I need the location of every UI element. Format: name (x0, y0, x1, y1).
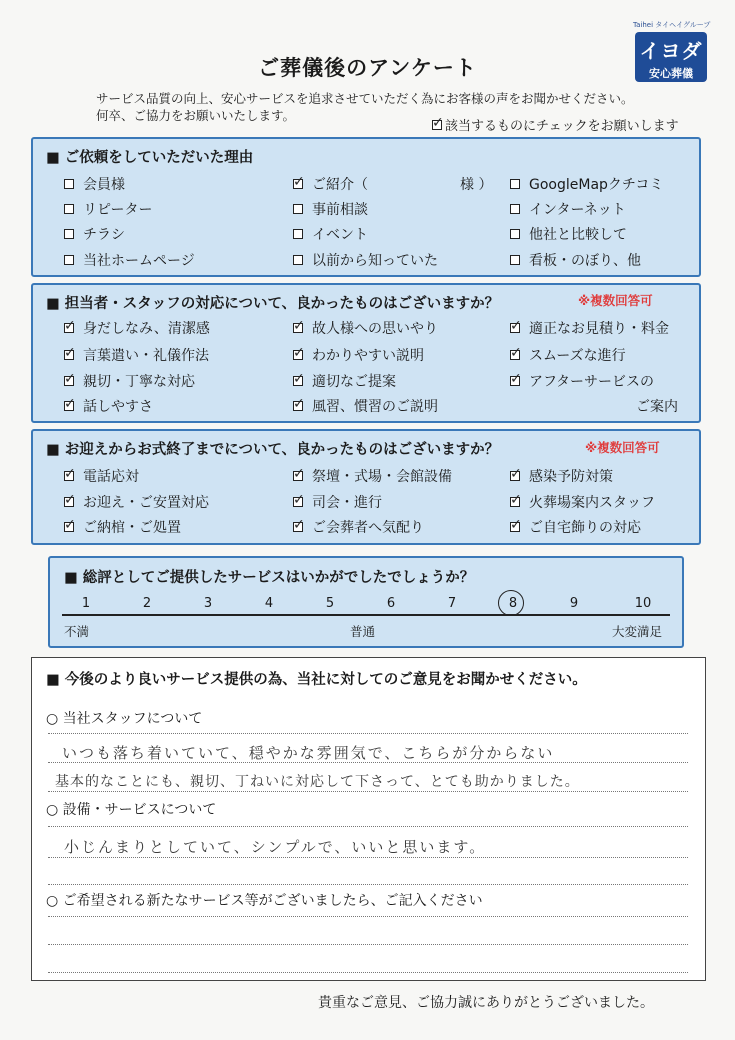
rating-scale-line (62, 614, 670, 616)
checkbox-checked[interactable] (64, 522, 74, 532)
section-staff-heading: ■ 担当者・スタッフの対応について、良かったものはございますか？ (46, 296, 500, 312)
comments-box (31, 657, 706, 981)
option-home-decor[interactable] (510, 517, 641, 537)
option-easy-talk[interactable] (64, 396, 153, 416)
option-label: 電話応対 (83, 469, 139, 485)
option-clear-explanation[interactable] (293, 345, 424, 365)
option-label: 適正なお見積り・料金 (529, 321, 669, 337)
option-label: ご紹介（ (312, 177, 368, 193)
answer-staff-line-1[interactable]: いつも落ち着いていて、穏やかな雰囲気で、こちらが分からない (62, 744, 555, 762)
rating-1[interactable]: 1 (81, 596, 91, 611)
checkbox-checked[interactable] (510, 522, 520, 532)
rating-4[interactable]: 4 (264, 596, 274, 611)
option-altar[interactable] (293, 466, 452, 486)
check-sample-icon (432, 120, 442, 130)
section-reason-heading: ■ ご依頼をしていただいた理由 (46, 150, 254, 166)
answer-line (48, 972, 688, 973)
option-after-service-tail: ご案内 (636, 399, 678, 415)
option-kind-response[interactable] (64, 371, 195, 391)
checkbox-checked[interactable] (64, 401, 74, 411)
option-label: イベント (312, 227, 368, 243)
option-label: ご自宅飾りの対応 (529, 520, 641, 536)
option-label: 適切なご提案 (312, 374, 396, 390)
answer-line (48, 916, 688, 917)
checkbox[interactable] (510, 204, 520, 214)
option-grooming[interactable] (64, 318, 210, 338)
option-label: 話しやすさ (83, 399, 153, 415)
rating-label-low: 不満 (64, 624, 90, 639)
checkbox[interactable] (510, 229, 520, 239)
checkbox[interactable] (64, 229, 74, 239)
answer-line (48, 884, 688, 885)
option-signboard[interactable] (510, 250, 641, 270)
option-infection[interactable] (510, 466, 613, 486)
checkbox-checked[interactable] (510, 376, 520, 386)
option-label: 言葉遣い・礼儀作法 (83, 348, 209, 364)
answer-line (48, 944, 688, 945)
rating-label-high: 大変満足 (612, 624, 663, 639)
checkbox-checked[interactable] (510, 497, 520, 507)
checkbox-checked[interactable] (293, 179, 303, 189)
answer-line (48, 733, 688, 734)
checkbox[interactable] (510, 255, 520, 265)
option-label: 感染予防対策 (529, 469, 613, 485)
option-compare[interactable] (510, 224, 627, 244)
option-compassion[interactable] (293, 318, 438, 338)
checkbox-checked[interactable] (64, 497, 74, 507)
checkbox[interactable] (64, 255, 74, 265)
option-label: ご会葬者へ気配り (312, 520, 424, 536)
option-referral[interactable] (293, 174, 492, 194)
logo-group-text: Taihei タイヘイグループ (633, 21, 711, 29)
multiple-answer-note: ※複数回答可 (578, 293, 653, 308)
question-staff: ○ 当社スタッフについて (46, 711, 203, 727)
checkbox[interactable] (293, 229, 303, 239)
option-googlemap[interactable] (510, 174, 663, 194)
option-attendee-care[interactable] (293, 517, 424, 537)
option-fair-estimate[interactable] (510, 318, 669, 338)
checkbox[interactable] (64, 179, 74, 189)
option-label: 故人様への思いやり (312, 321, 438, 337)
rating-6[interactable]: 6 (386, 596, 396, 611)
option-after-service[interactable] (510, 371, 654, 391)
rating-selected-circle (498, 590, 524, 616)
option-label: 火葬場案内スタッフ (529, 495, 655, 511)
check-instruction (432, 115, 679, 134)
option-known-before[interactable] (293, 250, 438, 270)
checkbox-checked[interactable] (293, 323, 303, 333)
option-label: 他社と比較して (529, 227, 627, 243)
option-label: 司会・進行 (312, 495, 382, 511)
option-phone[interactable] (64, 466, 139, 486)
multiple-answer-note: ※複数回答可 (585, 440, 660, 455)
option-internet[interactable] (510, 199, 626, 219)
option-label: 以前から知っていた (312, 253, 438, 269)
rating-2[interactable]: 2 (142, 596, 152, 611)
answer-line (48, 762, 688, 763)
checkbox-checked[interactable] (293, 350, 303, 360)
checkbox-checked[interactable] (64, 376, 74, 386)
option-label: GoogleMapクチコミ (529, 177, 664, 193)
rating-9[interactable]: 9 (569, 596, 579, 611)
checkbox-checked[interactable] (293, 497, 303, 507)
rating-10[interactable]: 10 (634, 596, 652, 611)
question-facility: ○ 設備・サービスについて (46, 802, 217, 818)
option-label: 風習、慣習のご説明 (312, 399, 438, 415)
checkbox-checked[interactable] (293, 471, 303, 481)
rating-3[interactable]: 3 (203, 596, 213, 611)
page-title: ご葬儀後のアンケート (258, 56, 477, 80)
comments-heading: ■ 今後のより良いサービス提供の為、当社に対してのご意見をお聞かせください。 (46, 672, 587, 688)
option-crematorium[interactable] (510, 492, 655, 512)
option-label: チラシ (83, 227, 125, 243)
option-label: 祭壇・式場・会館設備 (312, 469, 452, 485)
checkbox-checked[interactable] (64, 323, 74, 333)
checkbox-checked[interactable] (293, 376, 303, 386)
checkbox-checked[interactable] (293, 401, 303, 411)
answer-line (48, 826, 688, 827)
checkbox-checked[interactable] (510, 323, 520, 333)
option-label: アフターサービスの (529, 374, 655, 390)
checkbox-checked[interactable] (510, 350, 520, 360)
checkbox[interactable] (293, 255, 303, 265)
option-label: リピーター (83, 202, 153, 218)
option-suffix: 様 ） (460, 177, 493, 193)
checkbox[interactable] (293, 204, 303, 214)
section-rating-heading: ■ 総評としてご提供したサービスはいかがでしたでしょうか？ (64, 570, 475, 586)
option-label: ご納棺・ご処置 (83, 520, 181, 536)
rating-label-mid: 普通 (350, 624, 376, 639)
check-instruction-text: 該当するものにチェックをお願いします (445, 119, 679, 134)
option-smooth-progress[interactable] (510, 345, 626, 365)
option-label: 親切・丁寧な対応 (83, 374, 195, 390)
option-repeater[interactable] (64, 199, 152, 219)
thanks-message: 貴重なご意見、ご協力誠にありがとうございました。 (318, 995, 654, 1011)
option-label: 身だしなみ、清潔感 (83, 321, 210, 337)
intro-line-2: 何卒、ご協力をお願いいたします。 (96, 108, 296, 123)
checkbox-checked[interactable] (64, 471, 74, 481)
rating-5[interactable]: 5 (325, 596, 335, 611)
option-label: 会員様 (83, 177, 125, 193)
section-ceremony-heading: ■ お迎えからお式終了までについて、良かったものはございますか？ (46, 442, 500, 458)
option-pickup[interactable] (64, 492, 209, 512)
option-event[interactable] (293, 224, 368, 244)
option-label: スムーズな進行 (529, 348, 626, 364)
answer-staff-line-2[interactable]: 基本的なことにも、親切、丁ねいに対応して下さって、とても助かりました。 (55, 774, 580, 790)
checkbox[interactable] (510, 179, 520, 189)
question-new-service: ○ ご希望される新たなサービス等がございましたら、ご記入ください (46, 893, 483, 909)
answer-line (48, 857, 688, 858)
logo-sub-text: 安心葬儀 (649, 67, 693, 80)
option-member[interactable] (64, 174, 125, 194)
option-label: 当社ホームページ (83, 253, 195, 269)
option-prior-consult[interactable] (293, 199, 368, 219)
checkbox[interactable] (64, 204, 74, 214)
logo-main-text: イヨダ (639, 39, 703, 63)
checkbox-checked[interactable] (64, 350, 74, 360)
option-label: 事前相談 (312, 202, 368, 218)
option-encoffin[interactable] (64, 517, 181, 537)
option-proposal[interactable] (293, 371, 396, 391)
option-label: 看板・のぼり、他 (529, 253, 641, 269)
option-label: わかりやすい説明 (312, 348, 424, 364)
answer-line (48, 791, 688, 792)
option-manners[interactable] (64, 345, 209, 365)
option-customs[interactable] (293, 396, 438, 416)
rating-7[interactable]: 7 (447, 596, 457, 611)
rating-8[interactable]: 8 (508, 596, 518, 611)
option-flyer[interactable] (64, 224, 125, 244)
intro-line-1: サービス品質の向上、安心サービスを追求させていただく為にお客様の声をお聞かせください。 (96, 91, 634, 106)
option-label: インターネット (529, 202, 626, 218)
option-mc[interactable] (293, 492, 382, 512)
option-homepage[interactable] (64, 250, 195, 270)
option-label: お迎え・ご安置対応 (83, 495, 209, 511)
checkbox-checked[interactable] (293, 522, 303, 532)
answer-facility-line-1[interactable]: 小じんまりとしていて、シンプルで、いいと思います。 (64, 838, 487, 856)
checkbox-checked[interactable] (510, 471, 520, 481)
